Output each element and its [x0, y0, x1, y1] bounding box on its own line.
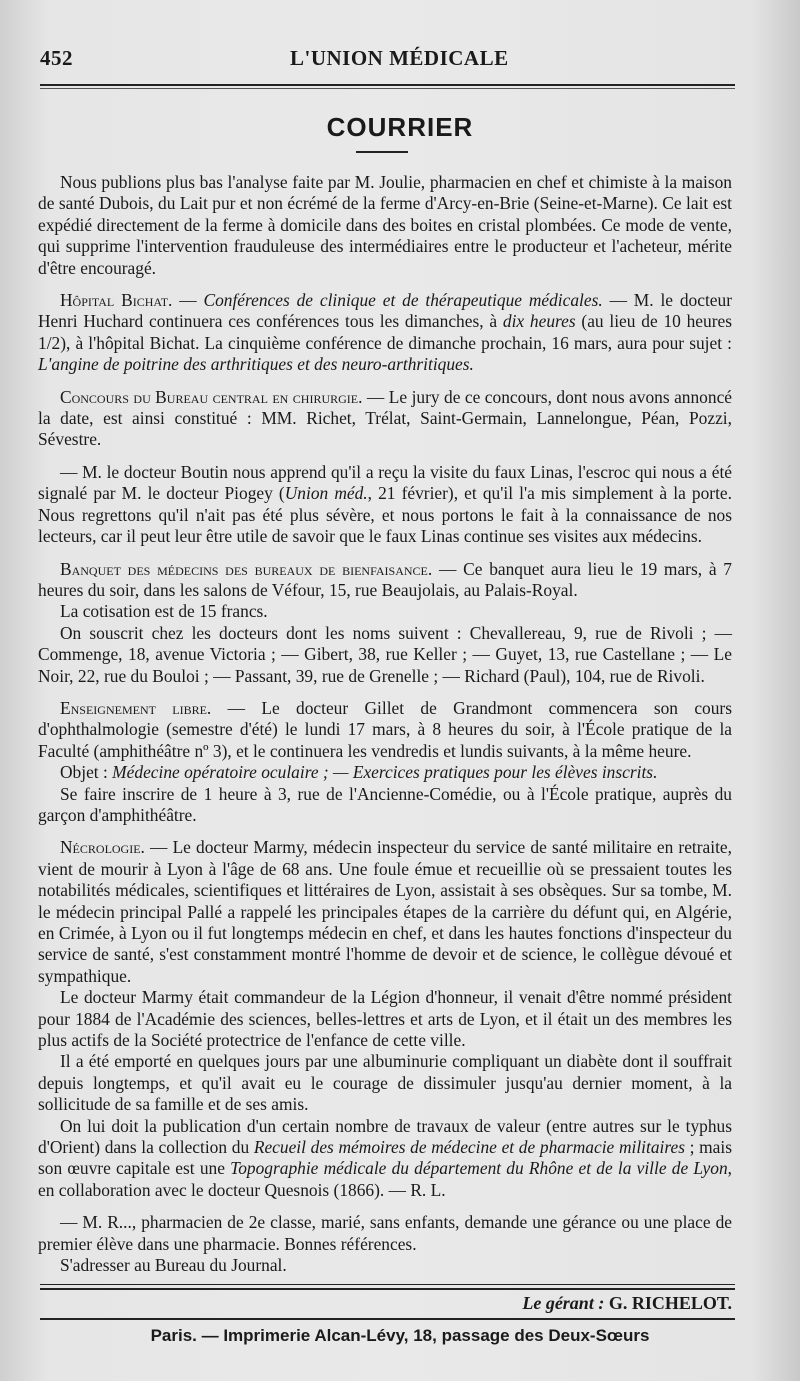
journal-title: L'UNION MÉDICALE: [290, 46, 509, 70]
paragraph-faux-linas: — M. le docteur Boutin nous apprend qu'il a reçu la visite du faux Linas, l'escroc qui nous a été signalé par M. le docteur Piogey (Union méd., 21 février), et qu'il l'a mis simplement à la porte. Nous regrettons qu'il n'ait pas été plus sévère, et nous portons le fait à la connaissance de nos lecteurs, car il peut leur être utile de savoir que le faux Linas continue ses visites aux médecins.: [38, 461, 732, 547]
gerant-label: Le gérant :: [522, 1293, 605, 1313]
title-underline: [356, 151, 408, 153]
rubric-heading: Hôpital Bichat.: [60, 290, 173, 311]
paragraph-souscription: On souscrit chez les docteurs dont les noms suivent : Chevallereau, 9, rue de Rivoli ; — Commenge, 18, avenue Victoria ; — Gibert, 38, rue Keller ; — Guyet, 13, rue Castellane ; — Le Noir, 22, rue du Bouloi ; — Passant, 39, rue de Grenelle ; — Richard (Paul), 104, rue de Rivoli.: [38, 622, 732, 686]
paragraph-cotisation: La cotisation est de 15 francs.: [60, 601, 268, 622]
article-body: [38, 172, 732, 1277]
paragraph-hopital-bichat: Hôpital Bichat. — Conférences de clinique et de thérapeutique médicales. — M. le docteur Henri Huchard continuera ces conférences tous les dimanches, à dix heures (au lieu de 10 heures 1/2), à l'hôpital Bichat. La cinquième conférence de dimanche prochain, 16 mars, aura pour sujet : L'angine de poitrine des arthritiques et des neuro-arthritiques.: [38, 290, 732, 375]
printer-imprint: Paris. — Imprimerie Alcan-Lévy, 18, passage des Deux-Sœurs: [150, 1326, 650, 1345]
paragraph-objet: Objet : Médecine opératoire oculaire ; — Exercices pratiques pour les élèves inscrits.: [60, 762, 658, 783]
paragraph-annonce-pharmacien: — M. R..., pharmacien de 2e classe, marié, sans enfants, demande une gérance ou une place de premier élève dans une pharmacie. Bonnes références.: [38, 1212, 732, 1254]
paragraph-inscription: Se faire inscrire de 1 heure à 3, rue de l'Ancienne-Comédie, ou à l'École pratique, auprès du garçon d'amphithéâtre.: [38, 783, 732, 825]
footer-rule-thin: [40, 1284, 735, 1285]
rubric-heading: Banquet des médecins des bureaux de bienfaisance.: [60, 558, 433, 579]
paragraph-enseignement: Enseignement libre. — Le docteur Gillet de Grandmont commencera son cours d'ophthalmologie (semestre d'été) le lundi 17 mars, à 8 heures du soir, à l'École pratique de la Faculté (amphithéâtre nº 3), et le continuera les vendredis et lundis suivants, à la même heure.: [38, 697, 732, 761]
paragraph-adresse: S'adresser au Bureau du Journal.: [60, 1255, 287, 1276]
paragraph-necrologie: Nécrologie. — Le docteur Marmy, médecin inspecteur du service de santé militaire en retraite, vient de mourir à Lyon à l'âge de 68 ans. Une foule émue et recueillie où se pressaient toutes les notabilités médicales, scientifiques et littéraires de Lyon, assistait à ses obsèques. Sur sa tombe, M. le médecin principal Pallé a rappelé les principales étapes de la carrière du défunt qui, en Algérie, en Crimée, à Lyon ou il fut longtemps médecin en chef, et dans les hautes fonctions d'inspecteur du service de santé, s'est constamment montré l'homme de devoir et de science, le collègue dévoué et sympathique.: [38, 837, 732, 986]
rubric-heading: Enseignement libre.: [60, 697, 212, 718]
header-rule-thin: [40, 88, 735, 89]
paragraph-legion-honneur: Le docteur Marmy était commandeur de la Légion d'honneur, il venait d'être nommé président pour 1884 de l'Académie des sciences, belles-lettres et arts de Lyon, et il était un des membres les plus actifs de la Société protectrice de l'enfance de cette ville.: [38, 987, 732, 1051]
header-rule: [40, 84, 735, 86]
footer-rule: [40, 1288, 735, 1290]
section-title: COURRIER: [326, 112, 474, 142]
rubric-heading: Concours du Bureau central en chirurgie.: [60, 386, 363, 407]
page-number: 452: [40, 46, 73, 70]
rubric-heading: Nécrologie.: [60, 837, 145, 858]
paragraph-concours: Concours du Bureau central en chirurgie. — Le jury de ce concours, dont nous avons annoncé la date, est ainsi constitué : MM. Richet, Trélat, Saint-Germain, Lannelongue, Péan, Pozzi, Sévestre.: [38, 386, 733, 450]
paragraph-banquet: Banquet des médecins des bureaux de bienfaisance. — Ce banquet aura lieu le 19 mars, à 7 heures du soir, dans les salons de Véfour, 15, rue Beaujolais, au Palais-Royal.: [38, 558, 733, 600]
running-header: [40, 46, 730, 76]
gerant-name: G. RICHELOT.: [608, 1293, 732, 1313]
paragraph-publications: On lui doit la publication d'un certain nombre de travaux de valeur (entre autres sur le typhus d'Orient) dans la collection du Recueil des mémoires de médecine et de pharmacie militaires ; mais son œuvre capitale est une Topographie médicale du département du Rhône et de la ville de Lyon, en collaboration avec le docteur Quesnois (1866). — R. L.: [38, 1115, 733, 1200]
paragraph-albuminurie: Il a été emporté en quelques jours par une albuminurie compliquant un diabète dont il souffrait depuis longtemps, et qu'il avait eu le courage de dissimuler jusqu'au dernier moment, à la sollicitude de sa famille et de ses amis.: [38, 1051, 732, 1115]
gerant-signature: [40, 1293, 732, 1314]
paragraph-lait: Nous publions plus bas l'analyse faite par M. Joulie, pharmacien en chef et chimiste à la maison de santé Dubois, du Lait pur et non écrémé de la ferme d'Arcy-en-Brie (Seine-et-Marne). Ce lait est expédié directement de la ferme à domicile dans des boites en cristal plombées. Ce mode de vente, qui supprime l'intervention frauduleuse des intermédiaires entre le producteur et l'acheteur, mérite d'être encouragé.: [38, 172, 732, 278]
imprint-rule: [40, 1318, 735, 1320]
